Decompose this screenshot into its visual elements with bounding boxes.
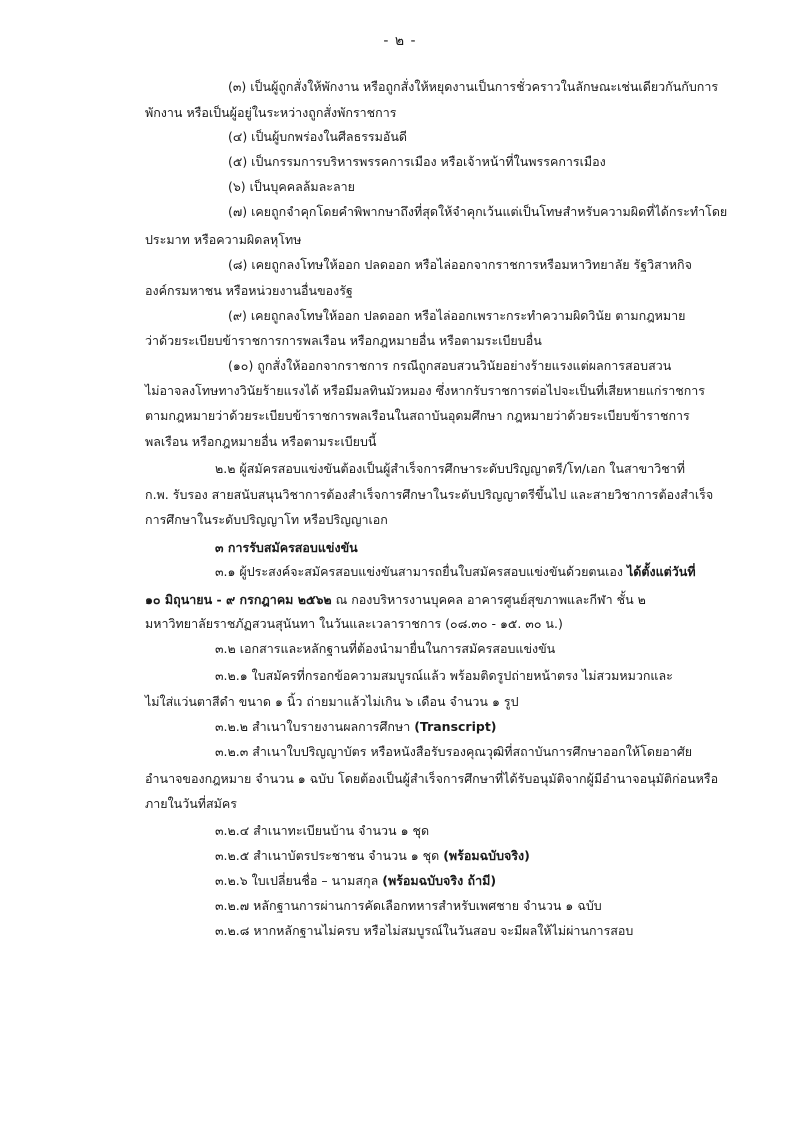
section-3-1-text: ๓.๑ ผู้ประสงค์จะสมัครสอบแข่งขันสามารถยื่นใบสมัครสอบแข่งขันด้วยตนเอง	[215, 564, 627, 579]
application-period: ๑๐ มิถุนายน - ๙ กรกฎาคม ๒๕๖๒	[145, 592, 332, 607]
section-3-heading: ๓ การรับสมัครสอบแข่งขัน	[215, 540, 358, 555]
item-8-line-1: (๘) เคยถูกลงโทษให้ออก ปลดออก หรือไล่ออกจากราชการหรือมหาวิทยาลัย รัฐวิสาหกิจ	[228, 257, 692, 272]
section-3-1-line-3: มหาวิทยาลัยราชภัฏสวนสุนันทา ในวันและเวลาราชการ (๐๘.๓๐ - ๑๕. ๓๐ น.)	[145, 616, 563, 631]
section-3-2-8: ๓.๒.๘ หากหลักฐานไม่ครบ หรือไม่สมบูรณ์ในวันสอบ จะมีผลให้ไม่ผ่านการสอบ	[215, 923, 634, 938]
section-3-2-2	[215, 718, 497, 736]
name-change-label: ๓.๒.๖ ใบเปลี่ยนชื่อ – นามสกุล	[215, 873, 383, 888]
item-8-line-2: องค์กรมหาชน หรือหน่วยงานอื่นของรัฐ	[145, 283, 353, 298]
item-10-line-1: (๑๐) ถูกสั่งให้ออกจากราชการ กรณีถูกสอบสวนวินัยอย่างร้ายแรงแต่ผลการสอบสวน	[228, 358, 672, 373]
id-card-note: (พร้อมฉบับจริง)	[443, 848, 530, 863]
item-7-line-1: (๗) เคยถูกจำคุกโดยคำพิพากษาถึงที่สุดให้จำคุกเว้นแต่เป็นโทษสำหรับความผิดที่ได้กระทำโดย	[228, 204, 728, 219]
item-3-line-2: พักงาน หรือเป็นผู้อยู่ในระหว่างถูกสั่งพักราชการ	[145, 105, 397, 120]
item-3-line-1: (๓) เป็นผู้ถูกสั่งให้พักงาน หรือถูกสั่งให้หยุดงานเป็นการชั่วคราวในลักษณะเช่นเดียวกันกับการ	[228, 79, 719, 94]
item-9-line-2: ว่าด้วยระเบียบข้าราชการการพลเรือน หรือกฎหมายอื่น หรือตามระเบียบอื่น	[145, 333, 542, 348]
item-10-line-3: ตามกฎหมายว่าด้วยระเบียบข้าราชการพลเรือนในสถาบันอุดมศึกษา กฎหมายว่าด้วยระเบียบข้าราชการ	[145, 408, 690, 423]
section-3-2-5	[215, 847, 530, 865]
section-3-2-3-line-3: ภายในวันที่สมัคร	[145, 796, 237, 811]
section-3-1-date-start: ได้ตั้งแต่วันที่	[626, 564, 696, 579]
section-3-1-line-2	[145, 591, 646, 609]
section-3-1-line-1	[215, 563, 696, 581]
item-4: (๔) เป็นผู้บกพร่องในศีลธรรมอันดี	[228, 129, 408, 144]
item-10-line-4: พลเรือน หรือกฎหมายอื่น หรือตามระเบียบนี้	[145, 434, 377, 449]
section-3-2-4: ๓.๒.๔ สำเนาทะเบียนบ้าน จำนวน ๑ ชุด	[215, 823, 430, 838]
section-3-2-1-line-2: ไม่ใส่แว่นตาสีดำ ขนาด ๑ นิ้ว ถ่ายมาแล้วไม่เกิน ๖ เดือน จำนวน ๑ รูป	[145, 694, 519, 709]
section-2-2-line-1: ๒.๒ ผู้สมัครสอบแข่งขันต้องเป็นผู้สำเร็จการศึกษาระดับปริญญาตรี/โท/เอก ในสาขาวิชาที่	[215, 461, 685, 476]
application-location: ณ กองบริหารงานบุคคล อาคารศูนย์สุขภาพและกีฬา ชั้น ๒	[331, 592, 646, 607]
transcript-note: (Transcript)	[414, 719, 497, 734]
item-10-line-2: ไม่อาจลงโทษทางวินัยร้ายแรงได้ หรือมีมลทินมัวหมอง ซึ่งหากรับราชการต่อไปจะเป็นที่เสียหายแก่ราชการ	[145, 383, 706, 398]
name-change-note: (พร้อมฉบับจริง ถ้ามี)	[382, 873, 497, 888]
section-3-2: ๓.๒ เอกสารและหลักฐานที่ต้องนำมายื่นในการสมัครสอบแข่งขัน	[215, 641, 556, 656]
item-7-line-2: ประมาท หรือความผิดลหุโทษ	[145, 232, 302, 247]
page-number: - ๒ -	[383, 33, 417, 49]
item-5: (๕) เป็นกรรมการบริหารพรรคการเมือง หรือเจ้าหน้าที่ในพรรคการเมือง	[228, 154, 606, 169]
section-3-2-3-line-2: อำนาจของกฎหมาย จำนวน ๑ ฉบับ โดยต้องเป็นผู้สำเร็จการศึกษาที่ได้รับอนุมัติจากผู้มีอำนาจอนุมัติก่อนหรือ	[145, 771, 719, 786]
transcript-label: ๓.๒.๒ สำเนาใบรายงานผลการศึกษา	[215, 719, 415, 734]
id-card-label: ๓.๒.๕ สำเนาบัตรประชาชน จำนวน ๑ ชุด	[215, 848, 444, 863]
section-2-2-line-3: การศึกษาในระดับปริญญาโท หรือปริญญาเอก	[145, 512, 388, 527]
section-3-2-3-line-1: ๓.๒.๓ สำเนาใบปริญญาบัตร หรือหนังสือรับรองคุณวุฒิที่สถาบันการศึกษาออกให้โดยอาศัย	[215, 744, 693, 759]
section-2-2-line-2: ก.พ. รับรอง สายสนับสนุนวิชาการต้องสำเร็จการศึกษาในระดับปริญญาตรีขึ้นไป และสายวิชาการต้องสำเร็จ	[145, 487, 714, 502]
section-3-2-7: ๓.๒.๗ หลักฐานการผ่านการคัดเลือกทหารสำหรับเพศชาย จำนวน ๑ ฉบับ	[215, 898, 602, 913]
item-9-line-1: (๙) เคยถูกลงโทษให้ออก ปลดออก หรือไล่ออกเพราะกระทำความผิดวินัย ตามกฎหมาย	[228, 308, 686, 323]
section-3-2-1-line-1: ๓.๒.๑ ใบสมัครที่กรอกข้อความสมบูรณ์แล้ว พร้อมติดรูปถ่ายหน้าตรง ไม่สวมหมวกและ	[215, 668, 673, 683]
section-3-2-6	[215, 872, 496, 890]
item-6: (๖) เป็นบุคคลล้มละลาย	[228, 179, 356, 194]
